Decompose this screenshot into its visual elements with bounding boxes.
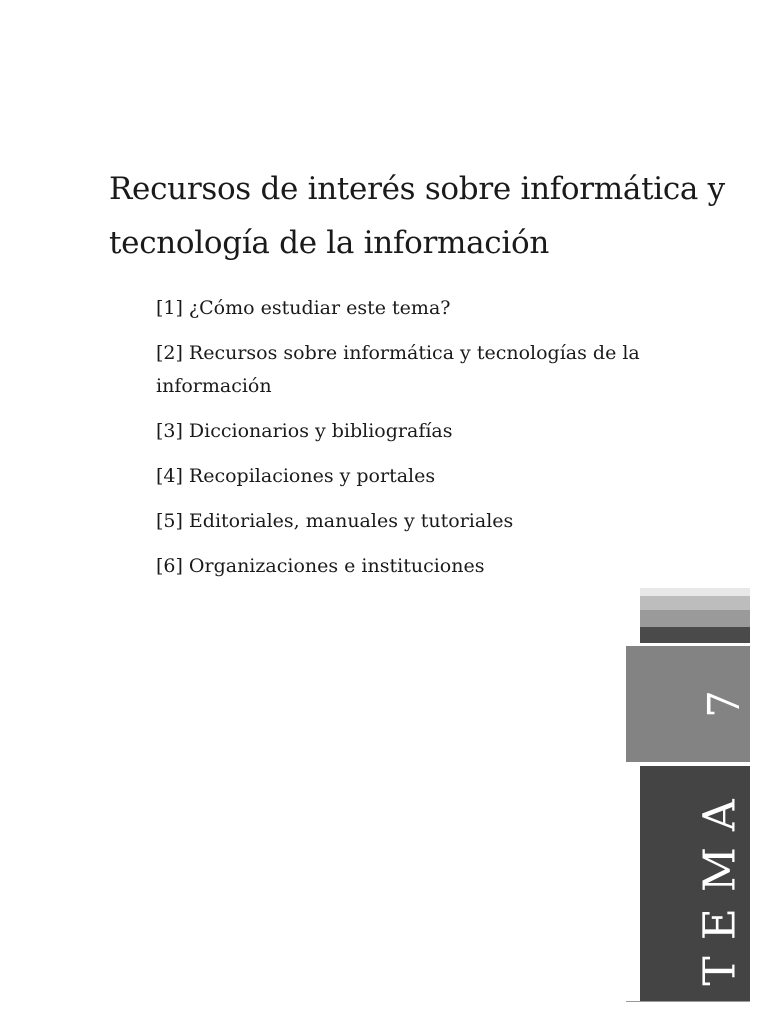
toc-item-text: Organizaciones e instituciones (188, 555, 485, 577)
decorative-stripe-mid (640, 596, 750, 610)
toc-item-6 (156, 550, 676, 583)
toc-item-text: Recursos sobre informática y tecnologías de la información (156, 342, 640, 397)
decorative-stripe-gray (640, 610, 750, 627)
toc-item-text: ¿Cómo estudiar este tema? (188, 297, 451, 319)
toc-item-4 (156, 460, 676, 493)
toc-item-2 (156, 337, 676, 403)
page-title: Recursos de interés sobre informática y tecnología de la información (109, 171, 725, 261)
chapter-label-block (640, 766, 750, 1002)
toc-item-number: [4] (156, 465, 183, 487)
toc-item-3 (156, 415, 676, 448)
toc-item-number: [6] (156, 555, 183, 577)
chapter-label-wrapper (694, 766, 746, 1002)
toc-item-text: Diccionarios y bibliografías (188, 420, 453, 442)
toc-item-text: Recopilaciones y portales (188, 465, 436, 487)
toc-item-text: Editoriales, manuales y tutoriales (188, 510, 514, 532)
toc-item-number: [3] (156, 420, 183, 442)
toc-item-5 (156, 505, 676, 538)
decorative-stripe-dark (640, 627, 750, 643)
toc-item-number: [5] (156, 510, 183, 532)
chapter-label: TEMA (694, 782, 746, 986)
decorative-stripe-light (640, 588, 750, 596)
divider (626, 1001, 750, 1002)
toc-item-number: [1] (156, 297, 183, 319)
table-of-contents (156, 292, 676, 595)
chapter-number: 7 (698, 690, 750, 718)
toc-item-number: [2] (156, 342, 183, 364)
chapter-number-block (626, 646, 750, 762)
toc-item-1 (156, 292, 676, 325)
